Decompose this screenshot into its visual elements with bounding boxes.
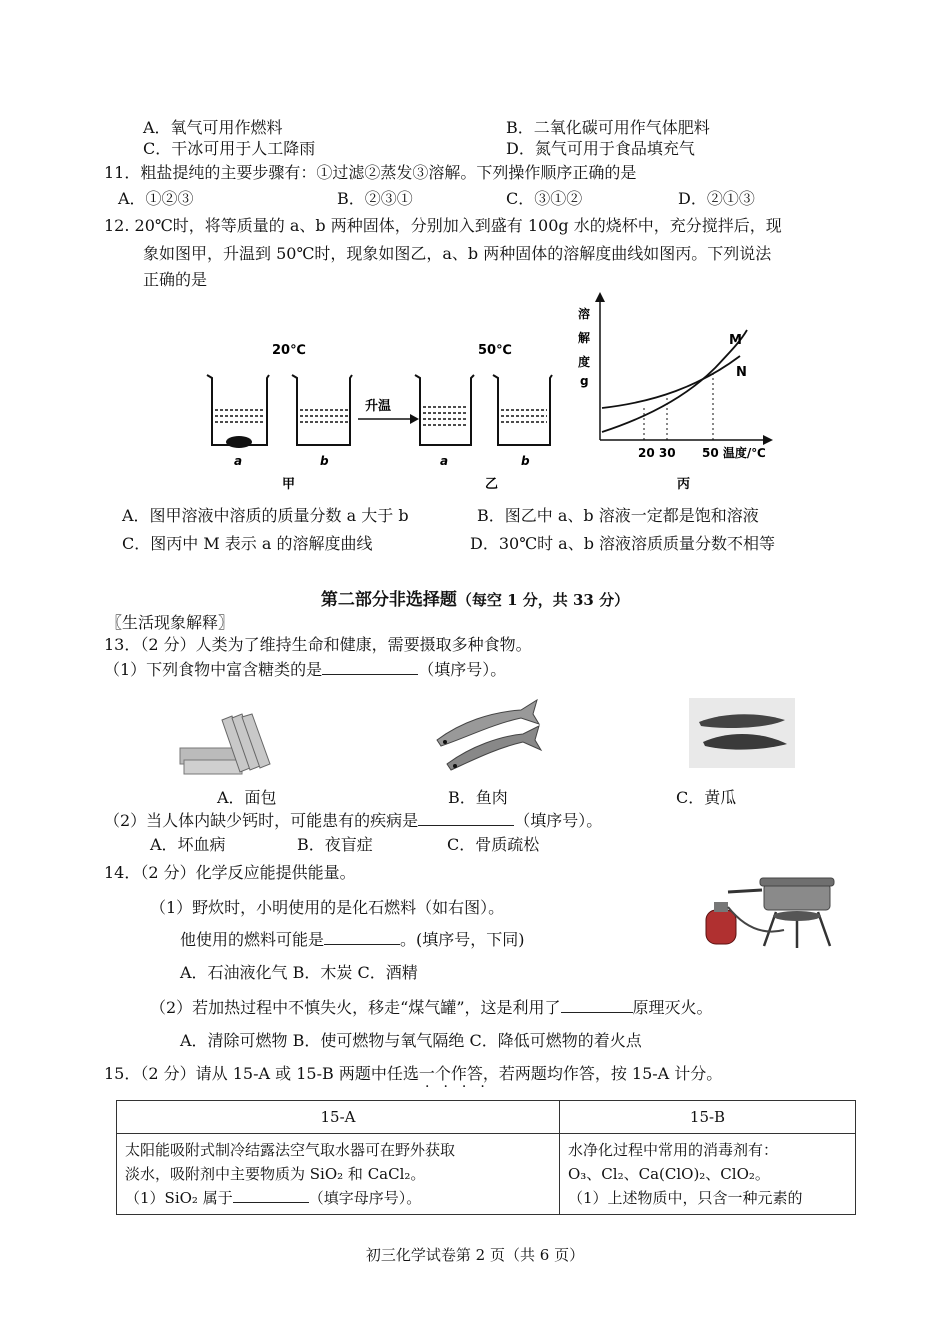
q15-b-line3: （1）上述物质中，只含一种元素的: [568, 1189, 803, 1207]
q10-option-a: A．氧气可用作燃料: [143, 118, 283, 137]
curve-m-label: M: [729, 333, 742, 348]
q14-sub2: [150, 998, 713, 1018]
part2-title: 第二部分非选择题: [320, 590, 457, 610]
q14-sub1b: [180, 930, 525, 950]
q12-figure: [195, 290, 795, 500]
q13-sub1: [104, 660, 506, 680]
q14-answer-blank-1[interactable]: [324, 930, 400, 945]
q15-a-line3: [125, 1186, 551, 1210]
q15-table: [116, 1100, 856, 1215]
q14-answer-blank-2[interactable]: [561, 998, 633, 1013]
q12-stem-line3: 正确的是: [143, 270, 208, 289]
q11-option-b: B．②③①: [337, 189, 413, 208]
q13-sub2-tail: （填序号）。: [514, 811, 603, 830]
q14-options-1: A．石油液化气 B．木炭 C．酒精: [180, 963, 418, 982]
q14-options-2: A．清除可燃物 B．使可燃物与氧气隔绝 C．降低可燃物的着火点: [180, 1031, 642, 1050]
q11-stem: 11．粗盐提纯的主要步骤有：①过滤②蒸发③溶解。下列操作顺序正确的是: [104, 163, 637, 182]
fig-temp-20: 20℃: [272, 343, 306, 358]
q15-head-a: 15-A: [117, 1101, 560, 1134]
bread-image: [178, 712, 276, 778]
q14-stem: 14．（2 分）化学反应能提供能量。: [104, 863, 356, 882]
q11-option-a: A．①②③: [118, 189, 194, 208]
q13-stem: 13．（2 分）人类为了维持生命和健康，需要摄取多种食物。: [104, 635, 532, 654]
q13-food-b: B．鱼肉: [448, 788, 508, 807]
curve-n-label: N: [736, 365, 747, 380]
q13-sub2: [104, 811, 602, 831]
camping-stove-image: [698, 872, 846, 952]
q14-sub2-text: （2）若加热过程中不慎失火，移走“煤气罐”，这是利用了: [150, 998, 561, 1017]
q14-sub2-tail: 原理灭火。: [632, 998, 713, 1017]
fig-label-yi: 乙: [485, 477, 499, 492]
fish-image: [431, 694, 543, 774]
x-ticks: 20 30: [638, 446, 676, 460]
q12-stem-line2: 象如图甲，升温到 50℃时，现象如图乙，a、b 两种固体的溶解度曲线如图丙。下列说法: [143, 244, 772, 263]
beaker-b-label: b: [320, 454, 329, 468]
page-footer: 初三化学试卷第 2 页（共 6 页）: [365, 1246, 585, 1264]
arrow-label: 升温: [365, 399, 392, 414]
q15-a-line1: 太阳能吸附式制冷结露法空气取水器可在野外获取: [125, 1141, 456, 1159]
q10-option-b: B．二氧化碳可用作气体肥料: [506, 118, 710, 137]
q13-food-c: C．黄瓜: [676, 788, 737, 807]
section-label: 〖生活现象解释〗: [106, 613, 235, 632]
beaker-a-50: [415, 375, 474, 445]
q12-option-c: C．图丙中 M 表示 a 的溶解度曲线: [122, 534, 373, 553]
q14-sub1b-text: 他使用的燃料可能是: [180, 930, 325, 949]
q13-answer-blank-2[interactable]: [418, 811, 514, 826]
q13-sub1-text: （1）下列食物中富含糖类的是: [104, 660, 323, 679]
beaker-a2-label: a: [440, 454, 449, 468]
q13-option-c: C．骨质疏松: [447, 835, 540, 854]
y-axis-char-3: 度: [578, 355, 591, 369]
q15-stem: 15．（2 分）请从 15-A 或 15-B 两题中任选一个作答，若两题均作答，按 15-A 计分。: [104, 1064, 723, 1083]
fig-temp-50: 50℃: [478, 343, 512, 358]
beaker-a-label: a: [234, 454, 243, 468]
q13-sub2-text: （2）当人体内缺少钙时，可能患有的疾病是: [104, 811, 419, 830]
q12-stem-line1: 12. 20℃时，将等质量的 a、b 两种固体，分别加入到盛有 100g 水的烧杯中，充分搅拌后，现: [104, 216, 782, 235]
x-axis-end: 50 温度/℃: [702, 446, 766, 460]
emphasis-dots: ····: [425, 1079, 499, 1095]
beaker-b2-label: b: [521, 454, 530, 468]
q12-option-b: B．图乙中 a、b 溶液一定都是饱和溶液: [477, 506, 759, 525]
q14-sub1: （1）野炊时，小明使用的是化石燃料（如右图）。: [150, 898, 505, 917]
q13-option-b: B．夜盲症: [297, 835, 373, 854]
y-axis-char-1: 溶: [578, 307, 591, 321]
y-axis-char-2: 解: [578, 331, 591, 345]
q14-sub1b-tail: 。(填序号，下同): [400, 930, 525, 949]
solid-precipitate: [226, 436, 252, 448]
q15-cell-b: [560, 1134, 856, 1215]
q15-b-line1: 水净化过程中常用的消毒剂有：: [568, 1141, 779, 1159]
part2-subtitle: （每空 1 分，共 33 分）: [456, 591, 630, 609]
fig-label-jia: 甲: [282, 477, 296, 492]
q13-food-a: A．面包: [217, 788, 277, 807]
q10-option-d: D．氮气可用于食品填充气: [506, 139, 695, 158]
q11-option-c: C．③①②: [506, 189, 583, 208]
q15-head-b: 15-B: [560, 1101, 856, 1134]
q13-sub1-tail: （填序号）。: [418, 660, 507, 679]
fig-label-bing: 丙: [677, 477, 691, 492]
q15-answer-blank[interactable]: [233, 1188, 309, 1203]
y-axis-char-4: g: [580, 374, 589, 388]
q12-option-a: A．图甲溶液中溶质的质量分数 a 大于 b: [122, 506, 409, 525]
q13-answer-blank-1[interactable]: [322, 660, 418, 675]
cucumber-image: [689, 698, 795, 768]
q10-option-c: C．干冰可用于人工降雨: [143, 139, 316, 158]
curve-m: [602, 330, 747, 432]
part2-heading: [0, 590, 950, 610]
q12-option-d: D．30℃时 a、b 溶液溶质质量分数不相等: [470, 534, 776, 553]
q15-a-line3-tail: （填字母序号）。: [308, 1189, 422, 1207]
q13-option-a: A．坏血病: [150, 835, 226, 854]
q15-a-line3-text: （1）SiO₂ 属于: [125, 1189, 233, 1207]
q15-b-line2: O₃、Cl₂、Ca(ClO)₂、ClO₂。: [568, 1165, 770, 1183]
q15-a-line2: 淡水，吸附剂中主要物质为 SiO₂ 和 CaCl₂。: [125, 1165, 426, 1183]
q11-option-d: D．②①③: [678, 189, 755, 208]
q15-cell-a: [117, 1134, 560, 1215]
solubility-chart: [578, 292, 773, 492]
